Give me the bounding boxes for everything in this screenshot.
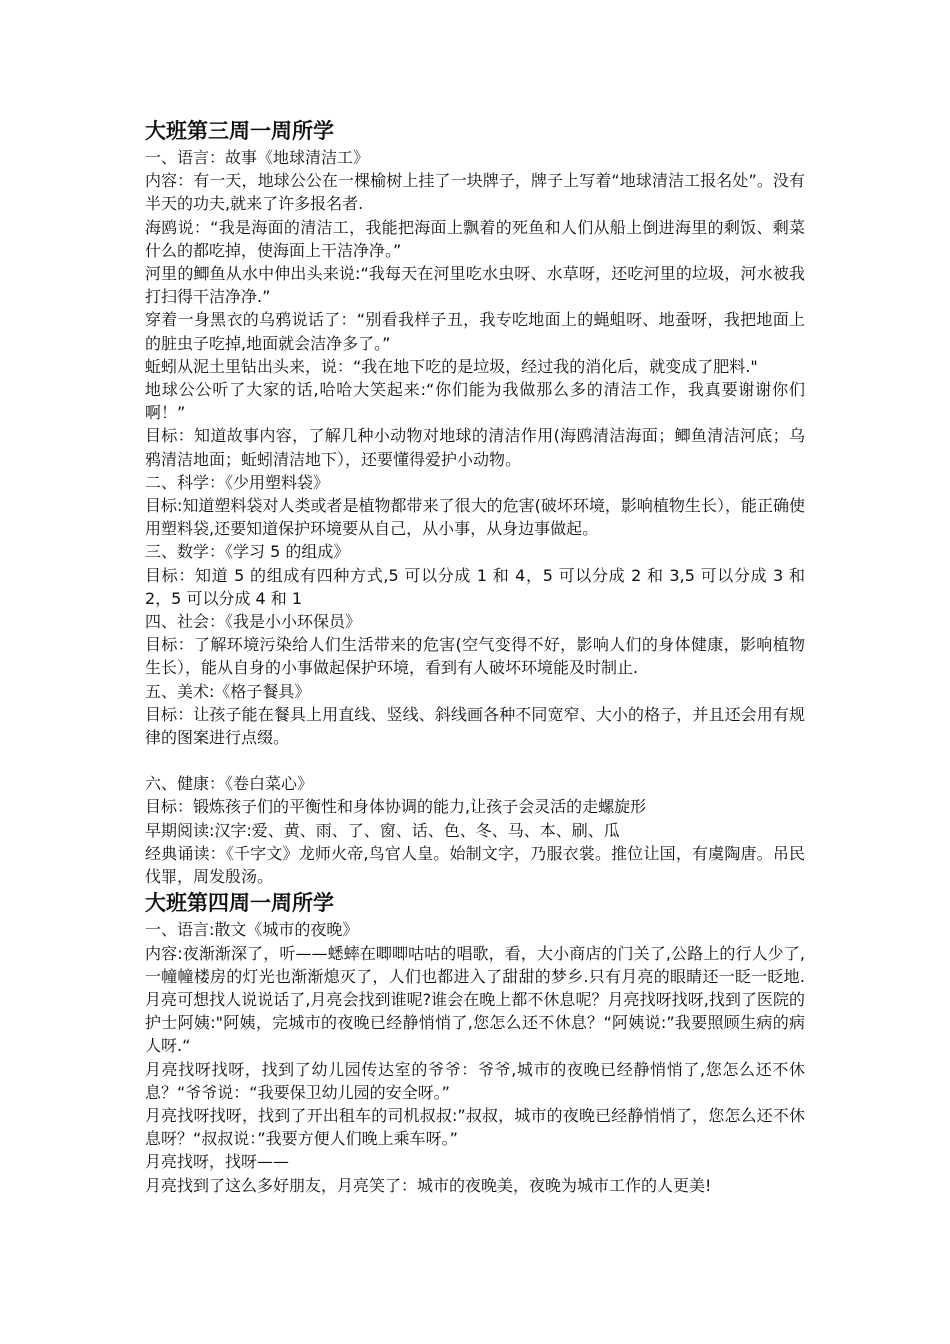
paragraph: 蚯蚓从泥土里钻出头来，说：“我在地下吃的是垃圾，经过我的消化后，就变成了肥料." (145, 356, 758, 376)
week3-body (145, 146, 811, 888)
paragraph: 月亮找呀找呀，找到了开出租车的司机叔叔:”叔叔，城市的夜晚已经静悄悄了，您怎么还不休息呀？“叔叔说：”我要方便人们晚上乘车呀。” (145, 1105, 805, 1149)
paragraph: 三、数学：《学习 5 的组成》 (145, 542, 350, 562)
paragraph: 地球公公听了大家的话,哈哈大笑起来:“你们能为我做那么多的清洁工作，我真要谢谢你们啊！” (145, 380, 805, 423)
paragraph: 一、语言：故事《地球清洁工》 (145, 148, 370, 167)
paragraph: 内容:夜渐渐深了，听——蟋蟀在唧唧咕咕的唱歌，看，大小商店的门关了,公路上的行人少了,一幢幢楼房的灯光也渐渐熄灭了，人们也都进入了甜甜的梦乡.只有月亮的眼睛还一眨一眨地.月亮可想找人说说话了,月亮会找到谁呢?谁会在晚上都不休息呢？月亮找呀找呀,找到了医院的护士阿姨:"阿姨，完城市的夜晚已经静悄悄了,您怎么还不休息？“阿姨说:”我要照顾生病的病人呀.“ (145, 943, 805, 1056)
paragraph: 五、美术:《格子餐具》 (145, 681, 311, 701)
paragraph: 目标：了解环境污染给人们生活带来的危害(空气变得不好，影响人们的身体健康，影响植物生长），能从自身的小事做起保护环境，看到有人破坏环境能及时制止. (145, 635, 805, 678)
paragraph: 月亮找到了这么多好朋友，月亮笑了：城市的夜晚美，夜晚为城市工作的人更美! (145, 1175, 712, 1195)
week3-title: 大班第三周一周所学 (145, 119, 334, 143)
paragraph: 四、社会：《我是小小环保员》 (145, 612, 362, 632)
paragraph: 海鸥说：“我是海面的清洁工，我能把海面上飘着的死鱼和人们从船上倒进海里的剩饭、剩菜什么的都吃掉，使海面上干洁净净。” (145, 217, 805, 260)
paragraph: 一、语言:散文《城市的夜晚》 (145, 920, 359, 940)
week4-title: 大班第四周一周所学 (145, 891, 334, 916)
paragraph: 目标：让孩子能在餐具上用直线、竖线、斜线画各种不同宽窄、大小的格子，并且还会用有规律的图案进行点缀。 (145, 704, 805, 748)
blank-line (145, 749, 805, 772)
paragraph: 月亮找呀找呀，找到了幼儿园传达室的爷爷：爷爷,城市的夜晚已经静悄悄了,您怎么还不休息？“爷爷说：“我要保卫幼儿园的安全呀。” (145, 1059, 805, 1102)
paragraph: 目标：知道故事内容，了解几种小动物对地球的清洁作用(海鸥清洁海面；鲫鱼清洁河底；乌鸦清洁地面；蚯蚓清洁地下），还要懂得爱护小动物。 (145, 426, 805, 469)
document-page (145, 116, 811, 1197)
paragraph: 河里的鲫鱼从水中伸出头来说:“我每天在河里吃水虫呀、水草呀，还吃河里的垃圾，河水被我打扫得干洁净净.” (145, 264, 805, 307)
paragraph: 目标：知道 5 的组成有四种方式,5 可以分成 1 和 4，5 可以分成 2 和 3,5 可以分成 3 和 2，5 可以分成 4 和 1 (145, 565, 811, 608)
week4-body (145, 918, 805, 1196)
paragraph: 穿着一身黑衣的乌鸦说话了：“别看我样子丑，我专吃地面上的蝇蛆呀、地蚕呀，我把地面上的脏虫子吃掉,地面就会洁净多了。” (145, 310, 805, 353)
paragraph: 早期阅读:汉字:爱、黄、雨、了、窗、话、色、冬、马、本、刷、瓜 (145, 820, 620, 840)
paragraph: 月亮找呀，找呀—— (145, 1152, 290, 1172)
paragraph: 二、科学：《少用塑料袋》 (145, 472, 330, 492)
paragraph: 经典诵读：《千字文》龙师火帝,鸟官人皇。始制文字，乃服衣裳。推位让国，有虞陶唐。吊民伐罪，周发殷汤。 (145, 843, 805, 887)
paragraph: 内容：有一天，地球公公在一棵榆树上挂了一块牌子，牌子上写着“地球清洁工报名处”。没有半天的功夫,就来了许多报名者. (145, 171, 805, 214)
paragraph: 六、健康：《卷白菜心》 (145, 774, 314, 794)
paragraph: 目标:知道塑料袋对人类或者是植物都带来了很大的危害(破坏环境，影响植物生长），能正确使用塑料袋,还要知道保护环境要从自己，从小事，从身边事做起。 (145, 496, 805, 539)
paragraph: 目标：锻炼孩子们的平衡性和身体协调的能力,让孩子会灵活的走螺旋形 (145, 797, 647, 817)
